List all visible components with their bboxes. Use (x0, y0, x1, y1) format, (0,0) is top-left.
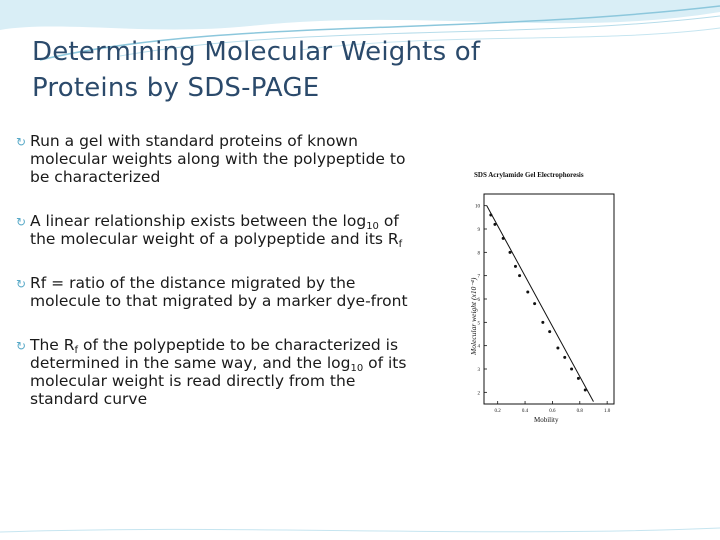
bullet-item (16, 212, 426, 248)
data-point (514, 265, 517, 268)
x-tick-label: 1.0 (604, 409, 611, 414)
x-tick-label: 0.2 (494, 409, 501, 414)
subscript: 10 (366, 221, 379, 232)
data-point (556, 347, 559, 350)
standard-curve-line (487, 206, 594, 402)
x-axis-ticks (495, 401, 611, 414)
slide-title (32, 34, 592, 106)
y-tick-label: 5 (477, 321, 480, 327)
y-tick-label: 7 (477, 274, 480, 280)
y-tick-label: 10 (475, 204, 480, 210)
bullet-text-part: of the polypeptide to be characterized is determined in the same way, and the log (30, 336, 399, 372)
subscript: f (398, 239, 403, 250)
bullet-item (16, 274, 426, 310)
data-point (563, 356, 566, 359)
bullet-swirl-icon: ↻ (16, 215, 27, 229)
footer-swoosh-decoration (0, 520, 720, 540)
data-point (509, 251, 512, 254)
data-point (526, 291, 529, 294)
bullet-item (16, 336, 426, 408)
y-tick-label: 3 (477, 368, 480, 373)
bullet-swirl-icon: ↻ (16, 339, 27, 353)
bullet-text: Rf = ratio of the distance migrated by the molecule to that migrated by a marker dye-front (30, 274, 408, 310)
y-tick-label: 2 (477, 391, 480, 397)
y-tick-label: 9 (477, 228, 480, 233)
figure-title: SDS Acrylamide Gel Electrophoresis (474, 171, 584, 179)
y-tick-label: 6 (477, 298, 480, 303)
bullet-item (16, 132, 426, 186)
data-point (577, 377, 580, 380)
bullet-list (16, 132, 426, 408)
data-point (493, 223, 496, 226)
data-point (570, 368, 573, 371)
data-point (489, 214, 492, 217)
bullet-text-part: A linear relationship exists between the log (30, 212, 367, 230)
y-axis-label: Molecular weight (x10⁻⁴) (469, 277, 478, 355)
x-axis-label: Mobility (534, 416, 559, 424)
x-tick-label: 0.4 (521, 409, 529, 414)
y-tick-label: 4 (477, 344, 480, 350)
slide-title-line-1: Determining Molecular Weights of (32, 37, 481, 67)
data-point (533, 302, 536, 305)
sds-gel-figure (462, 160, 622, 432)
plot-frame (484, 194, 614, 404)
subscript: f (74, 345, 79, 356)
fit-line (487, 206, 594, 402)
slide-title-line-2: Proteins by SDS-PAGE (32, 73, 320, 103)
standard-curve-chart (462, 160, 622, 432)
bullet-text-part: The R (30, 336, 75, 354)
data-point (548, 330, 551, 333)
bullet-swirl-icon: ↻ (16, 277, 27, 291)
data-point (518, 274, 521, 277)
x-tick-label: 0.6 (549, 409, 556, 414)
x-tick-label: 0.8 (576, 409, 583, 414)
data-point (541, 321, 544, 324)
data-points (489, 214, 586, 392)
subscript: 10 (350, 363, 364, 374)
bullet-text-part: of its molecular weight is read directly from the standard curve (30, 354, 407, 408)
y-tick-label: 8 (477, 251, 480, 257)
bullet-swirl-icon: ↻ (16, 135, 27, 149)
data-point (584, 389, 587, 392)
bullet-text-part: of the molecular weight of a polypeptide and its R (30, 212, 399, 248)
bullet-text: Run a gel with standard proteins of known molecular weights along with the polypeptide to be characterized (30, 132, 406, 186)
data-point (502, 237, 505, 240)
